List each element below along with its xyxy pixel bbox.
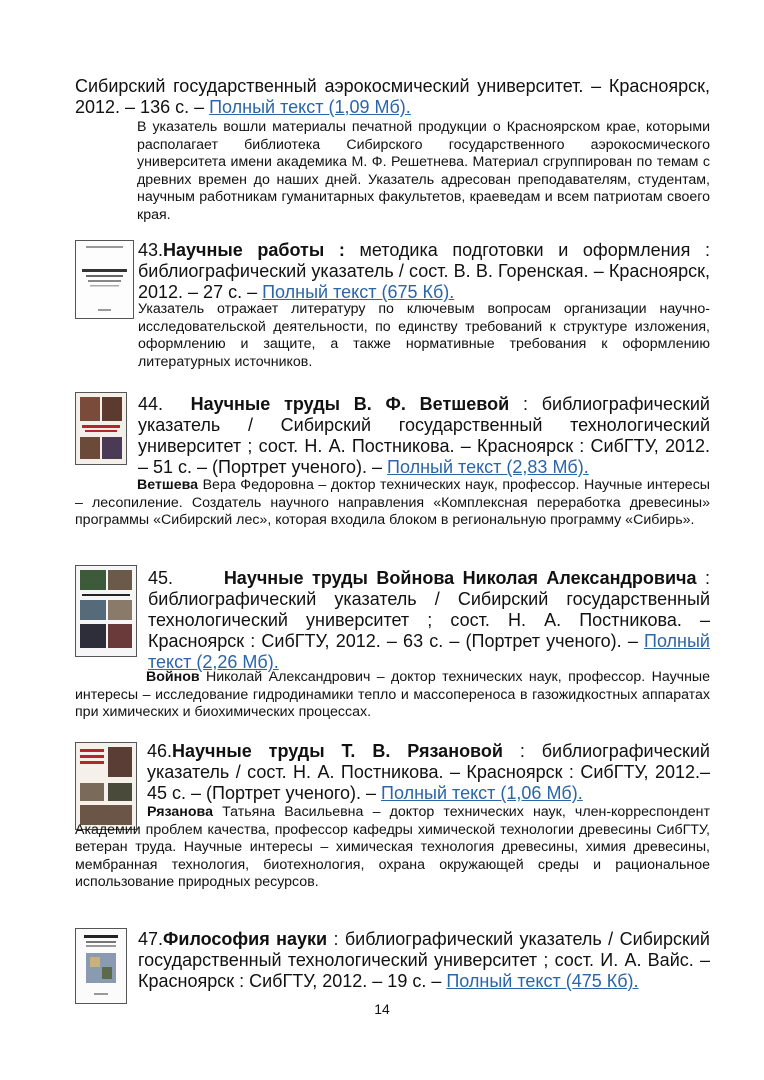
cover-image-44 [75, 392, 127, 465]
entry-45-annotation: Войнов Николай Александрович – доктор технических наук, профессор. Научные интересы – исследование гидродинамики тепло и массопереноса в газожидкостных аппаратах при химических и биохимических процессах. [75, 669, 710, 721]
entry-47-fulltext-link[interactable]: Полный текст (475 Кб). [446, 971, 639, 991]
entry-46-fulltext-link[interactable]: Полный текст (1,06 Мб). [381, 783, 583, 803]
entry-46-annotation: Рязанова Татьяна Васильевна – доктор технических наук, член-корреспондент Академии проблем качества, профессор кафедры химической технологии древесины СибГТУ, ветеран труда. Научные интересы – химическая технология древесины, химия древесины, мембранная технология, биотехнология, охрана окружающей среды и рациональное использование природных ресурсов. [75, 804, 710, 891]
entry-43-fulltext-link[interactable]: Полный текст (675 Кб). [262, 282, 455, 302]
cover-image-43 [75, 240, 134, 319]
entry-45-fulltext-link[interactable]: Полный текст (2,26 Мб). [148, 631, 710, 672]
intro-fulltext-link[interactable]: Полный текст (1,09 Мб). [209, 97, 411, 117]
entry-44: 44. Научные труды В. Ф. Ветшевой : библиографический указатель / Сибирский государственный технологический университет ; сост. Н. А. Постникова. – Красноярск : СибГТУ, 2012. – 51 с. – (Портрет ученого). – Полный текст (2,83 Мб). [138, 394, 710, 477]
intro-citation: Сибирский государственный аэрокосмический университет. – Красноярск, 2012. – 136 с. – Полный текст (1,09 Мб). [75, 76, 710, 117]
entry-43: 43.Научные работы : методика подготовки и оформления : библиографический указатель / сост. В. В. Горенская. – Красноярск, 2012. – 27 с. – Полный текст (675 Кб). [138, 240, 710, 302]
page-number: 14 [374, 1001, 390, 1017]
entry-47: 47.Философия науки : библиографический указатель / Сибирский государственный технологический университет ; сост. И. А. Вайс. – Красноярск : СибГТУ, 2012. – 19 с. – Полный текст (475 Кб). [138, 929, 710, 991]
intro-annotation: В указатель вошли материалы печатной продукции о Красноярском крае, которыми располагает библиотека Сибирского государственного аэрокосмического университета имени академика М. Ф. Решетнева. Материал сгруппирован по темам с древних времен до наших дней. Указатель адресован преподавателям, студентам, научным работникам гуманитарных факультетов, краеведам и всем патриотам своего края. [137, 119, 710, 223]
entry-44-annotation: Ветшева Вера Федоровна – доктор технических наук, профессор. Научные интересы – лесопиление. Создатель научного направления «Комплексная переработка древесины» программы «Сибирский лес», которая входила блоком в региональную программу «Сибирь». [75, 477, 710, 529]
portrait-cover-icon [76, 393, 126, 464]
portrait-cover-icon [76, 566, 136, 656]
entry-44-fulltext-link[interactable]: Полный текст (2,83 Мб). [387, 457, 589, 477]
book-cover-icon [76, 929, 126, 1003]
cover-image-45 [75, 565, 137, 657]
cover-image-47 [75, 928, 127, 1004]
entry-43-annotation: Указатель отражает литературу по ключевым вопросам организации научно-исследовательской деятельности, по единству требований к структуре изложения, оформлению и защите, а также нормативные требования к оформлению литературных источников. [138, 301, 710, 370]
entry-46: 46.Научные труды Т. В. Рязановой : библиографический указатель / сост. Н. А. Постникова. – Красноярск : СибГТУ, 2012.– 45 с. – (Портрет ученого). – Полный текст (1,06 Мб). [147, 741, 710, 803]
book-cover-icon [76, 241, 133, 318]
entry-45: 45. Научные труды Войнова Николая Александровича : библиографический указатель / Сибирский государственный технологический университет ; сост. Н. А. Постникова. – Красноярск : СибГТУ, 2012. – 63 с. – (Портрет ученого). – Полный текст (2,26 Мб). [148, 568, 710, 672]
